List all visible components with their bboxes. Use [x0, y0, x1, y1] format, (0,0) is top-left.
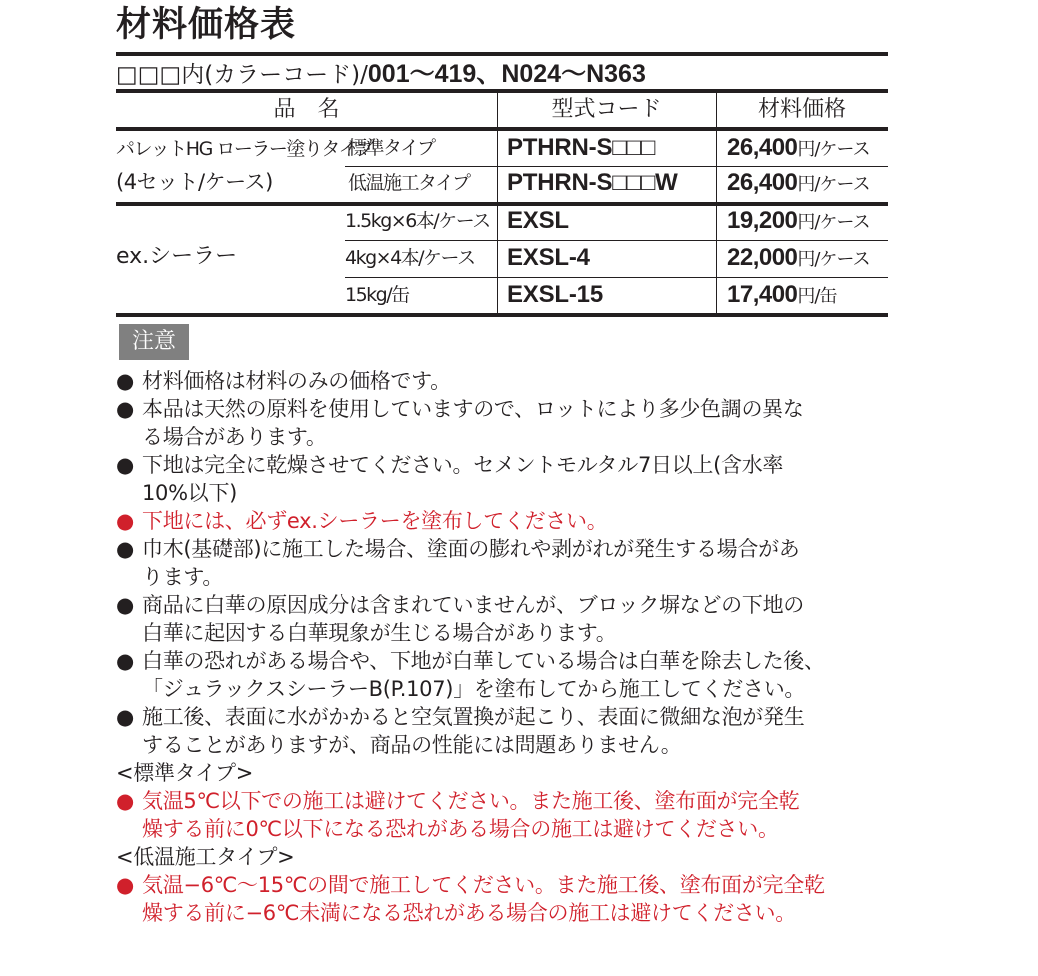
note-line: <標準タイプ> — [116, 761, 254, 785]
caution-notes — [116, 367, 896, 927]
spec: 1.5kg×6本/ケース — [345, 210, 490, 232]
note-line: 巾木(基礎部)に施工した場合、塗面の膨れや剥がれが発生する場合があ — [142, 537, 800, 561]
note-line: 気温5℃以下での施工は避けてください。また施工後、塗布面が完全乾 — [142, 789, 800, 813]
page-title: 材料価格表 — [116, 5, 297, 45]
note-line: 施工後、表面に水がかかると空気置換が起こり、表面に微細な泡が発生 — [142, 705, 805, 729]
price-value: 22,000 — [727, 244, 798, 271]
price-unit: 円/ケース — [797, 212, 870, 233]
bullet-icon: ● — [116, 537, 135, 561]
price — [727, 131, 870, 167]
column-divider — [716, 93, 717, 313]
note-line: 「ジュラックスシーラーB(P.107)」を塗布してから施工してください。 — [142, 677, 806, 701]
model-code: EXSL-4 — [507, 244, 590, 271]
header-model-code: 型式コード — [551, 97, 662, 122]
note-item — [116, 591, 896, 647]
color-code-range: 001〜419、N024〜N363 — [367, 60, 646, 88]
column-divider — [497, 93, 498, 313]
section-heading-low-temp — [116, 843, 896, 871]
note-item — [116, 367, 896, 395]
color-code-prefix: □□□内(カラーコード)/ — [116, 62, 368, 88]
note-line: 商品に白華の原因成分は含まれていませんが、ブロック塀などの下地の — [142, 593, 804, 617]
bullet-icon: ● — [116, 397, 135, 421]
bullet-icon: ● — [116, 705, 135, 729]
model-code: EXSL-15 — [507, 281, 603, 308]
note-line: <低温施工タイプ> — [116, 845, 295, 869]
model-code: EXSL — [507, 207, 569, 234]
price-unit: 円/ケース — [797, 139, 870, 160]
price — [727, 241, 870, 277]
bullet-icon: ● — [116, 649, 135, 673]
price-value: 26,400 — [727, 134, 798, 161]
product-name: ex.シーラー — [116, 244, 238, 269]
price — [727, 278, 836, 314]
price-value: 19,200 — [727, 207, 798, 234]
header-product-name: 品 名 — [273, 97, 340, 122]
bullet-icon: ● — [116, 509, 135, 533]
spec: 4kg×4本/ケース — [345, 247, 475, 269]
price-unit: 円/ケース — [797, 249, 870, 270]
note-item — [116, 451, 896, 507]
note-line: 白華の恐れがある場合や、下地が白華している場合は白華を除去した後、 — [142, 649, 825, 673]
color-code-note — [116, 58, 646, 91]
product-name: パレットHG ローラー塗りタイプ — [116, 138, 373, 160]
note-item-important — [116, 507, 896, 535]
product-pack: (4セット/ケース) — [116, 170, 273, 194]
note-line: 本品は天然の原料を使用していますので、ロットにより多少色調の異な — [142, 397, 804, 421]
note-line: 下地には、必ずex.シーラーを塗布してください。 — [142, 509, 608, 533]
bullet-icon: ● — [116, 369, 135, 393]
spec: 低温施工タイプ — [348, 172, 470, 194]
spec: 15kg/缶 — [345, 284, 409, 306]
spec: 標準タイプ — [348, 137, 435, 159]
divider — [116, 52, 888, 56]
note-item-important — [116, 787, 896, 843]
note-line: 下地は完全に乾燥させてください。セメントモルタル7日以上(含水率 — [142, 453, 784, 477]
note-line: 燥する前に0℃以下になる恐れがある場合の施工は避けてください。 — [142, 817, 779, 841]
bullet-icon: ● — [116, 453, 135, 477]
note-line: することがありますが、商品の性能には問題ありません。 — [142, 733, 682, 757]
price — [727, 166, 870, 202]
note-line: 10%以下) — [142, 481, 238, 505]
note-line: ります。 — [142, 565, 224, 589]
note-line: 材料価格は材料のみの価格です。 — [142, 369, 451, 393]
note-item — [116, 395, 896, 451]
price-value: 26,400 — [727, 169, 798, 196]
price-unit: 円/缶 — [797, 286, 837, 307]
note-line: 気温−6℃〜15℃の間で施工してください。また施工後、塗布面が完全乾 — [142, 873, 825, 897]
model-code: PTHRN-S□□□W — [507, 169, 678, 196]
divider — [116, 313, 888, 317]
note-item — [116, 647, 896, 703]
note-line: 燥する前に−6℃未満になる恐れがある場合の施工は避けてください。 — [142, 901, 796, 925]
bullet-icon: ● — [116, 873, 135, 897]
note-item — [116, 703, 896, 759]
note-item — [116, 535, 896, 591]
price-unit: 円/ケース — [797, 174, 870, 195]
price-value: 17,400 — [727, 281, 798, 308]
note-line: る場合があります。 — [142, 425, 327, 449]
bullet-icon: ● — [116, 593, 135, 617]
model-code: PTHRN-S□□□ — [507, 134, 656, 161]
bullet-icon: ● — [116, 789, 135, 813]
price — [727, 204, 870, 240]
caution-label: 注意 — [119, 324, 189, 360]
header-price: 材料価格 — [757, 97, 846, 122]
note-item-important — [116, 871, 896, 927]
note-line: 白華に起因する白華現象が生じる場合があります。 — [142, 621, 617, 645]
section-heading-standard — [116, 759, 896, 787]
